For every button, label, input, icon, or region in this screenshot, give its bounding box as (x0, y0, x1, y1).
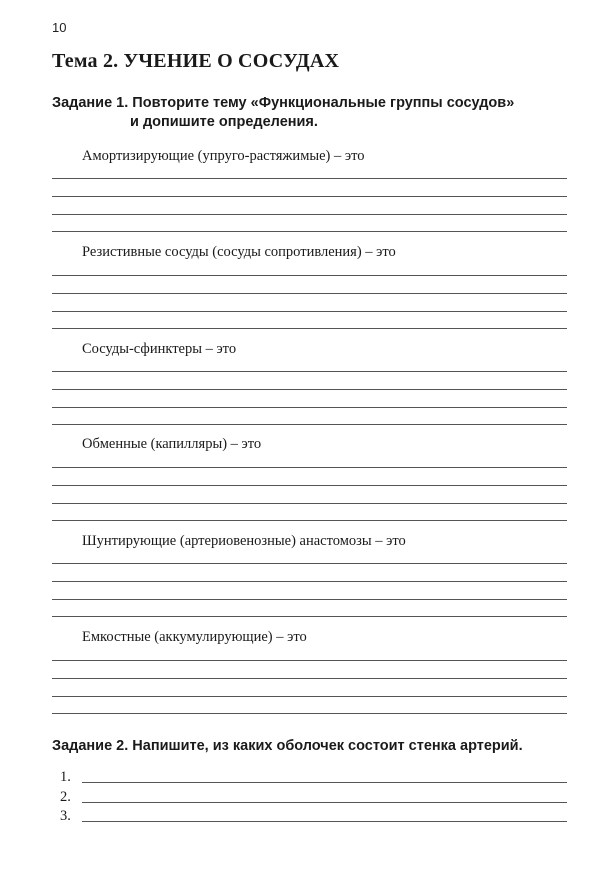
answer-line[interactable] (52, 616, 567, 617)
answer-line[interactable] (52, 678, 567, 679)
task1-heading (52, 94, 514, 132)
answer-line[interactable] (52, 599, 567, 600)
item-number: 2. (60, 789, 71, 805)
prompt-sphincter: Сосуды-сфинктеры – это (82, 341, 237, 357)
answer-line[interactable] (52, 196, 567, 197)
numbered-answer-3[interactable] (60, 806, 567, 824)
answer-line[interactable] (52, 311, 567, 312)
answer-line[interactable] (82, 802, 567, 803)
answer-line[interactable] (52, 485, 567, 486)
answer-line[interactable] (52, 563, 567, 564)
task1-heading-line2: и допишите определения. (130, 114, 318, 130)
answer-line[interactable] (82, 821, 567, 822)
numbered-answer-2[interactable] (60, 787, 567, 805)
prompt-amortizing: Амортизирующие (упруго-растяжимые) – это (82, 148, 365, 164)
answer-line[interactable] (52, 660, 567, 661)
answer-line[interactable] (52, 328, 567, 329)
page-number: 10 (52, 20, 67, 35)
answer-line[interactable] (52, 214, 567, 215)
task2-heading: Задание 2. Напишите, из каких оболочек состоит стенка артерий. (52, 738, 523, 754)
prompt-exchange: Обменные (капилляры) – это (82, 436, 262, 452)
answer-line[interactable] (52, 696, 567, 697)
answer-line[interactable] (52, 293, 567, 294)
item-number: 3. (60, 808, 71, 824)
answer-line[interactable] (52, 389, 567, 390)
item-number: 1. (60, 769, 71, 785)
answer-line[interactable] (52, 520, 567, 521)
task1-heading-line1: Задание 1. Повторите тему «Функциональные группы сосудов» (52, 95, 515, 111)
answer-line[interactable] (52, 231, 567, 232)
answer-line[interactable] (52, 713, 567, 714)
answer-line[interactable] (52, 275, 567, 276)
prompt-capacitive: Емкостные (аккумулирующие) – это (82, 629, 307, 645)
answer-line[interactable] (52, 407, 567, 408)
answer-line[interactable] (52, 371, 567, 372)
prompt-shunting: Шунтирующие (артериовенозные) анастомозы – это (82, 533, 406, 549)
answer-line[interactable] (52, 424, 567, 425)
answer-line[interactable] (52, 581, 567, 582)
answer-line[interactable] (52, 178, 567, 179)
answer-line[interactable] (52, 467, 567, 468)
numbered-answer-1[interactable] (60, 767, 567, 785)
answer-line[interactable] (82, 782, 567, 783)
prompt-resistive: Резистивные сосуды (сосуды сопротивления) – это (82, 244, 396, 260)
answer-line[interactable] (52, 503, 567, 504)
topic-title: Тема 2. УЧЕНИЕ О СОСУДАХ (52, 50, 340, 72)
